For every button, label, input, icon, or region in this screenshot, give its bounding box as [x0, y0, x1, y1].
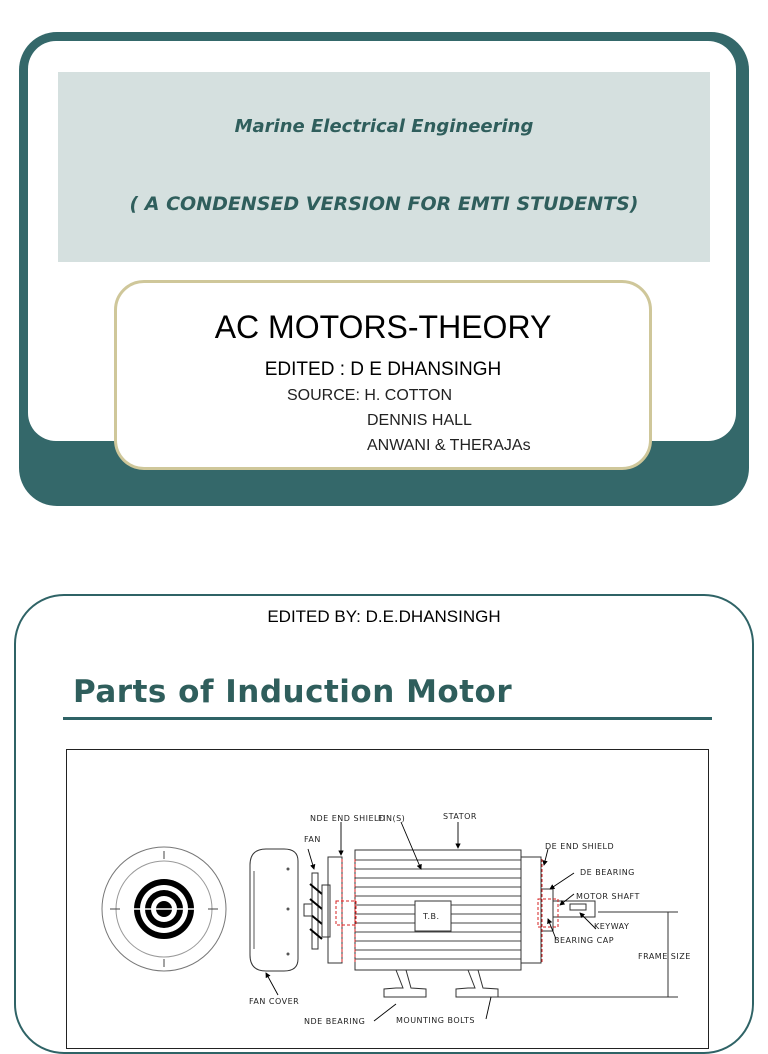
label-stator: STATOR — [443, 812, 477, 821]
label-de-bearing: DE BEARING — [580, 868, 635, 877]
title-card — [114, 280, 652, 470]
label-mounting-bolts: MOUNTING BOLTS — [396, 1016, 475, 1024]
source-line-2: DENNIS HALL — [367, 412, 472, 429]
label-motor-shaft: MOTOR SHAFT — [576, 892, 640, 901]
label-tb: T.B. — [423, 912, 440, 921]
label-fins: FIN(S) — [378, 814, 406, 823]
end-view — [102, 847, 226, 971]
label-bearing-cap: BEARING CAP — [554, 936, 615, 945]
label-keyway: KEYWAY — [594, 922, 630, 931]
source-line-1: SOURCE: H. COTTON — [287, 387, 453, 404]
slide-1-editor: EDITED : D E DHANSINGH — [264, 359, 502, 380]
label-de-end-shield: DE END SHIELD — [545, 842, 615, 851]
slide-1-header-band — [58, 72, 710, 262]
stator-body — [355, 850, 521, 970]
label-nde-bearing: NDE BEARING — [304, 1017, 366, 1024]
fan — [304, 873, 322, 949]
label-fan-cover: FAN COVER — [249, 997, 300, 1006]
label-nde-end-shield: NDE END SHIELD — [310, 814, 386, 823]
source-line-3: ANWANI & THERAJAs — [367, 437, 531, 454]
title-underline — [63, 717, 712, 720]
induction-motor-diagram — [66, 749, 709, 1024]
slide-1-title: AC MOTORS-THEORY — [214, 309, 552, 345]
label-frame-size: FRAME SIZE — [638, 952, 691, 961]
slide-2-title: Parts of Induction Motor — [73, 674, 513, 710]
slide-2-header: EDITED BY: D.E.DHANSINGH — [267, 607, 501, 626]
slide-1-subtitle: Marine Electrical Engineering — [234, 116, 534, 137]
label-fan: FAN — [304, 835, 321, 844]
slide-1-tagline: ( A CONDENSED VERSION FOR EMTI STUDENTS) — [129, 193, 639, 215]
motor-shaft — [553, 901, 595, 917]
fan-cover — [250, 849, 298, 971]
